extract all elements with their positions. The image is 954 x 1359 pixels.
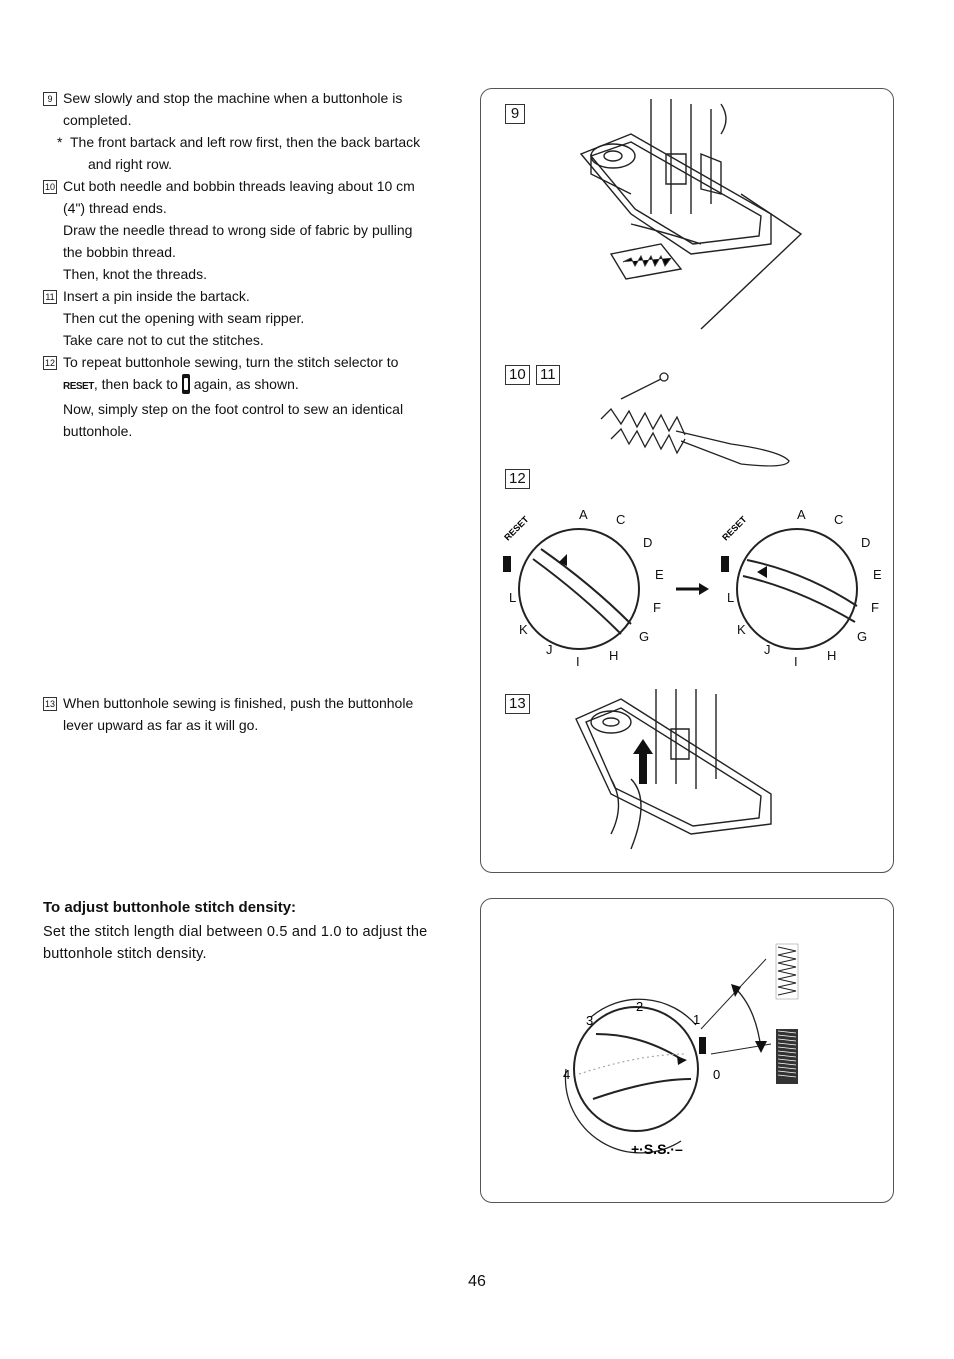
reset-symbol: RESET (63, 381, 94, 392)
dial-number: 4 (563, 1067, 571, 1082)
dial-letter: A (579, 507, 588, 522)
step-text: Insert a pin inside the bartack. (63, 288, 250, 304)
stitch-length-dial (551, 929, 841, 1179)
illustration-panel-steps (480, 88, 894, 873)
dial-letter: E (873, 567, 882, 582)
stitch-selector-dials (491, 494, 886, 684)
dial-letter: K (519, 622, 528, 637)
stitch-selector-dial-before (519, 529, 639, 649)
figure-label-12: 12 (505, 469, 530, 489)
arrow-head-icon (699, 583, 709, 595)
step-number: 13 (44, 699, 55, 709)
figure-label-10: 10 (505, 365, 530, 385)
stitch-sample-dense (776, 1029, 798, 1084)
dial-letter: F (653, 600, 661, 615)
density-heading: To adjust buttonhole stitch density: (43, 899, 297, 916)
reset-mark: RESET (720, 514, 749, 543)
step-text: lever upward as far as it will go. (63, 717, 259, 733)
dial-letter: G (857, 629, 868, 644)
step-text: Now, simply step on the foot control to sew an identical (63, 401, 404, 417)
dial-number: 1 (693, 1012, 701, 1027)
dial-letter: J (546, 642, 553, 657)
step-text: buttonhole. (63, 423, 133, 439)
step-number: 10 (44, 182, 55, 192)
dial-letter: C (834, 512, 844, 527)
dial-letter: D (643, 535, 653, 550)
buttonhole-icon (182, 374, 190, 394)
step-text: Take care not to cut the stitches. (63, 332, 264, 348)
dial-letter: E (655, 567, 664, 582)
step-text: To repeat buttonhole sewing, turn the stitch selector to (63, 354, 399, 370)
illustration-panel-density (480, 898, 894, 1203)
dial-letter: L (727, 590, 735, 605)
step-text: Then cut the opening with seam ripper. (63, 310, 305, 326)
stitch-sample-open (776, 944, 798, 999)
page-number: 46 (468, 1273, 486, 1290)
note-text: and right row. (88, 156, 173, 172)
step-text: Draw the needle thread to wrong side of fabric by pulling (63, 222, 413, 238)
note-marker: * (57, 134, 63, 150)
step-text: When buttonhole sewing is finished, push the buttonhole (63, 695, 414, 711)
dial-number: 3 (586, 1013, 594, 1028)
step-text: Cut both needle and bobbin threads leaving about 10 cm (63, 178, 415, 194)
step-number: 12 (44, 358, 55, 368)
arrow-up-icon (633, 739, 653, 784)
step-number: 11 (43, 290, 57, 304)
step-text: (4") thread ends. (63, 200, 167, 216)
step-text: , then back to (93, 376, 178, 392)
dial-letter: C (616, 512, 626, 527)
dial-letter: H (609, 648, 619, 663)
presser-foot-illustration (571, 94, 821, 344)
step-10 (43, 175, 463, 285)
arrow-icon (755, 1041, 767, 1053)
dial-letter: F (871, 600, 879, 615)
figure-label-13: 13 (505, 694, 530, 714)
stitch-selector-dial-after (737, 529, 857, 649)
dial-letter: D (861, 535, 871, 550)
step-9 (43, 87, 463, 175)
dial-letter: L (509, 590, 517, 605)
step-text: the bobbin thread. (63, 244, 176, 260)
dial-letter: J (764, 642, 771, 657)
seam-ripper-illustration (581, 369, 811, 479)
ss-mark: +·S.S.·– (631, 1141, 683, 1157)
dial-letter: H (827, 648, 837, 663)
step-13 (43, 692, 463, 736)
dial-letter: I (794, 654, 798, 669)
step-number: 9 (43, 92, 57, 106)
step-text: Then, knot the threads. (63, 266, 207, 282)
note-text: The front bartack and left row first, then the back bartack (69, 134, 421, 150)
step-text: again, as shown. (193, 376, 299, 392)
dial-number: 0 (713, 1067, 721, 1082)
step-text: Sew slowly and stop the machine when a buttonhole is (63, 90, 403, 106)
buttonhole-icon (699, 1037, 706, 1054)
dial-number: 2 (636, 999, 644, 1014)
buttonhole-lever-illustration (571, 684, 801, 854)
dial-letter: I (576, 654, 580, 669)
figure-label-11: 11 (536, 365, 560, 385)
figure-label-9: 9 (505, 104, 525, 124)
step-text: completed. (63, 112, 132, 128)
reset-mark: RESET (502, 514, 531, 543)
buttonhole-icon (721, 556, 729, 572)
step-11 (43, 285, 463, 351)
dial-letter: A (797, 507, 806, 522)
dial-letter: G (639, 629, 650, 644)
density-body: Set the stitch length dial between 0.5 and 1.0 to adjust the buttonhole stitch density. (43, 924, 428, 962)
step-12 (43, 351, 463, 442)
buttonhole-icon (503, 556, 511, 572)
dial-letter: K (737, 622, 746, 637)
